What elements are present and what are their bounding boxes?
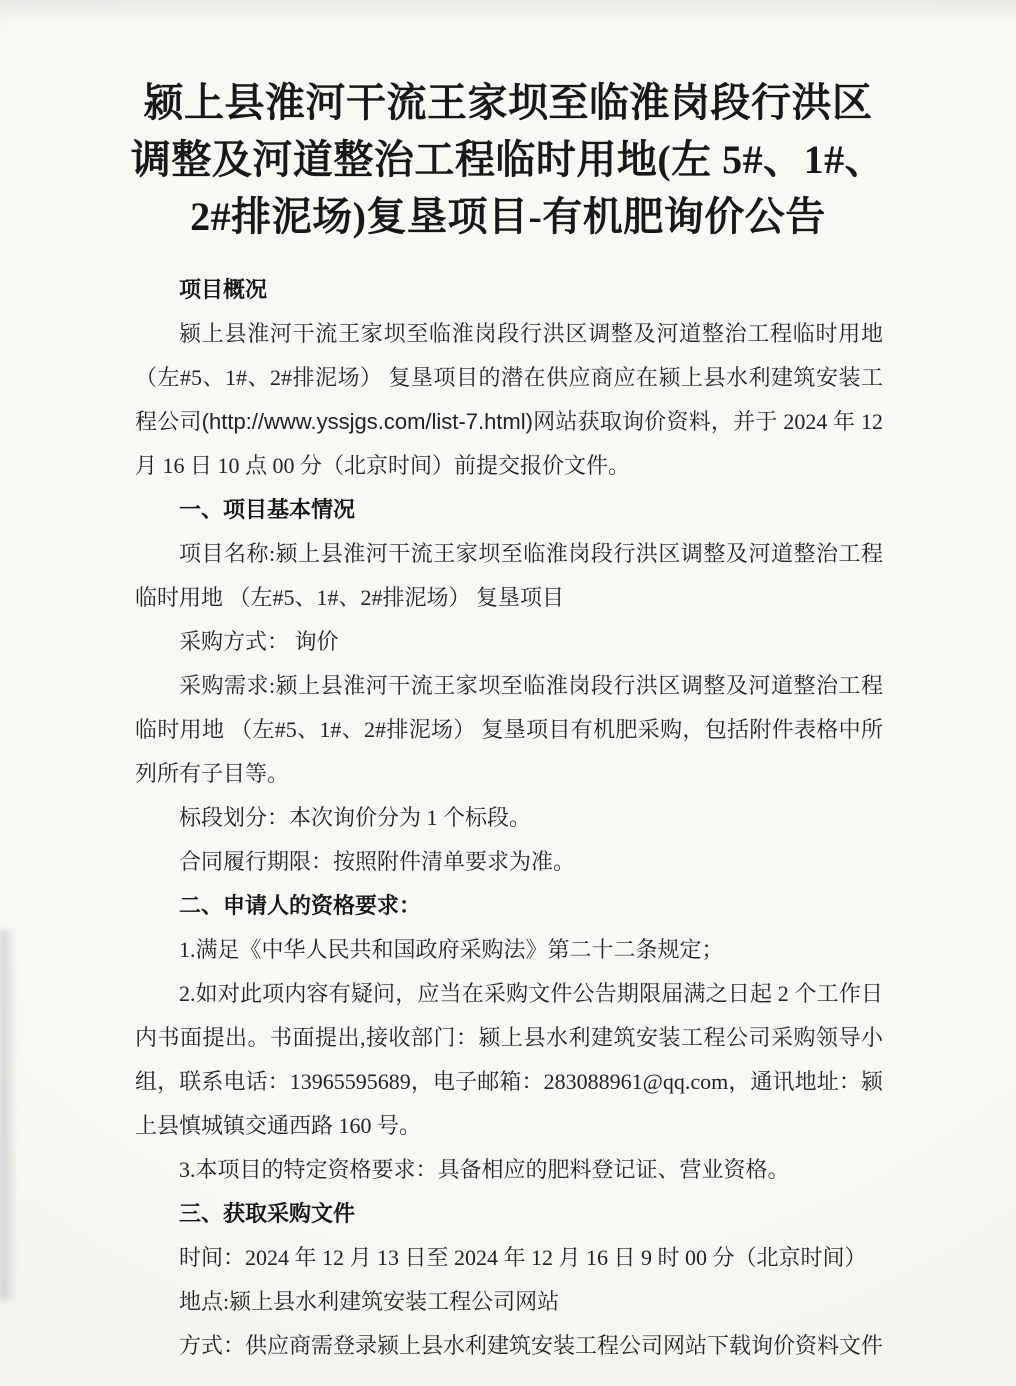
obtain-place-paragraph: 地点:颍上县水利建筑安装工程公司网站 xyxy=(179,1289,560,1314)
qualification-item-1: 1.满足《中华人民共和国政府采购法》第二十二条规定； xyxy=(179,937,724,962)
website-url: (http://www.yssjgs.com/list-7.html) xyxy=(201,409,533,434)
intro-text-pre: 颍上县淮河干流王家坝至临淮岗段行洪区调整及河道整治工程临时用地（左#5、1#、2#排泥场） 复垦项目的潜在供应商应在颍上县水利建筑安装工程公司 xyxy=(135,321,883,434)
title-line-1: 颍上县淮河干流王家坝至临淮岗段行洪区 xyxy=(143,80,873,125)
lot-division-paragraph: 标段划分：本次询价分为 1 个标段。 xyxy=(179,805,532,830)
procurement-demand-paragraph: 采购需求:颍上县淮河干流王家坝至临淮岗段行洪区调整及河道整治工程临时用地 （左#5、1#、2#排泥场） 复垦项目有机肥采购，包括附件表格中所列所有子目等。 xyxy=(135,673,883,786)
section-obtain-documents-heading: 三、获取采购文件 xyxy=(179,1201,356,1226)
title-line-3: 2#排泥场)复垦项目-有机肥询价公告 xyxy=(190,194,826,239)
section-basic-info-heading: 一、项目基本情况 xyxy=(179,497,356,522)
contract-term-paragraph: 合同履行期限：按照附件清单要求为准。 xyxy=(179,849,576,874)
obtain-way-paragraph: 方式：供应商需登录颍上县水利建筑安装工程公司网站下载询价资料文件 xyxy=(179,1333,884,1358)
section-qualification-heading: 二、申请人的资格要求： xyxy=(179,893,422,918)
procurement-method-paragraph: 采购方式： 询价 xyxy=(179,629,339,654)
document-title xyxy=(0,0,1016,245)
project-name-paragraph: 项目名称:颍上县淮河干流王家坝至临淮岗段行洪区调整及河道整治工程临时用地 （左#5、1#、2#排泥场） 复垦项目 xyxy=(135,541,883,610)
title-line-2: 调整及河道整治工程临时用地(左 5#、1#、 xyxy=(130,137,886,182)
intro-paragraph xyxy=(135,312,883,488)
intro-text-post: 网站获取询价资料，并于 2024 年 12 月 16 日 10 点 00 分（北京时间）前提交报价文件。 xyxy=(135,409,883,478)
document-body xyxy=(135,268,883,1368)
overview-heading: 项目概况 xyxy=(179,277,268,302)
qualification-item-3: 3.本项目的特定资格要求：具备相应的肥料登记证、营业资格。 xyxy=(179,1157,790,1182)
obtain-time-paragraph: 时间：2024 年 12 月 13 日至 2024 年 12 月 16 日 9 时 00 分（北京时间） xyxy=(179,1245,867,1270)
qualification-item-2: 2.如对此项内容有疑问，应当在采购文件公告期限届满之日起 2 个工作日内书面提出。书面提出,接收部门：颍上县水利建筑安装工程公司采购领导小组，联系电话：13965595689，电子邮箱：283088961@qq.com，通讯地址：颍上县慎城镇交通西路 160 号。 xyxy=(135,981,883,1138)
